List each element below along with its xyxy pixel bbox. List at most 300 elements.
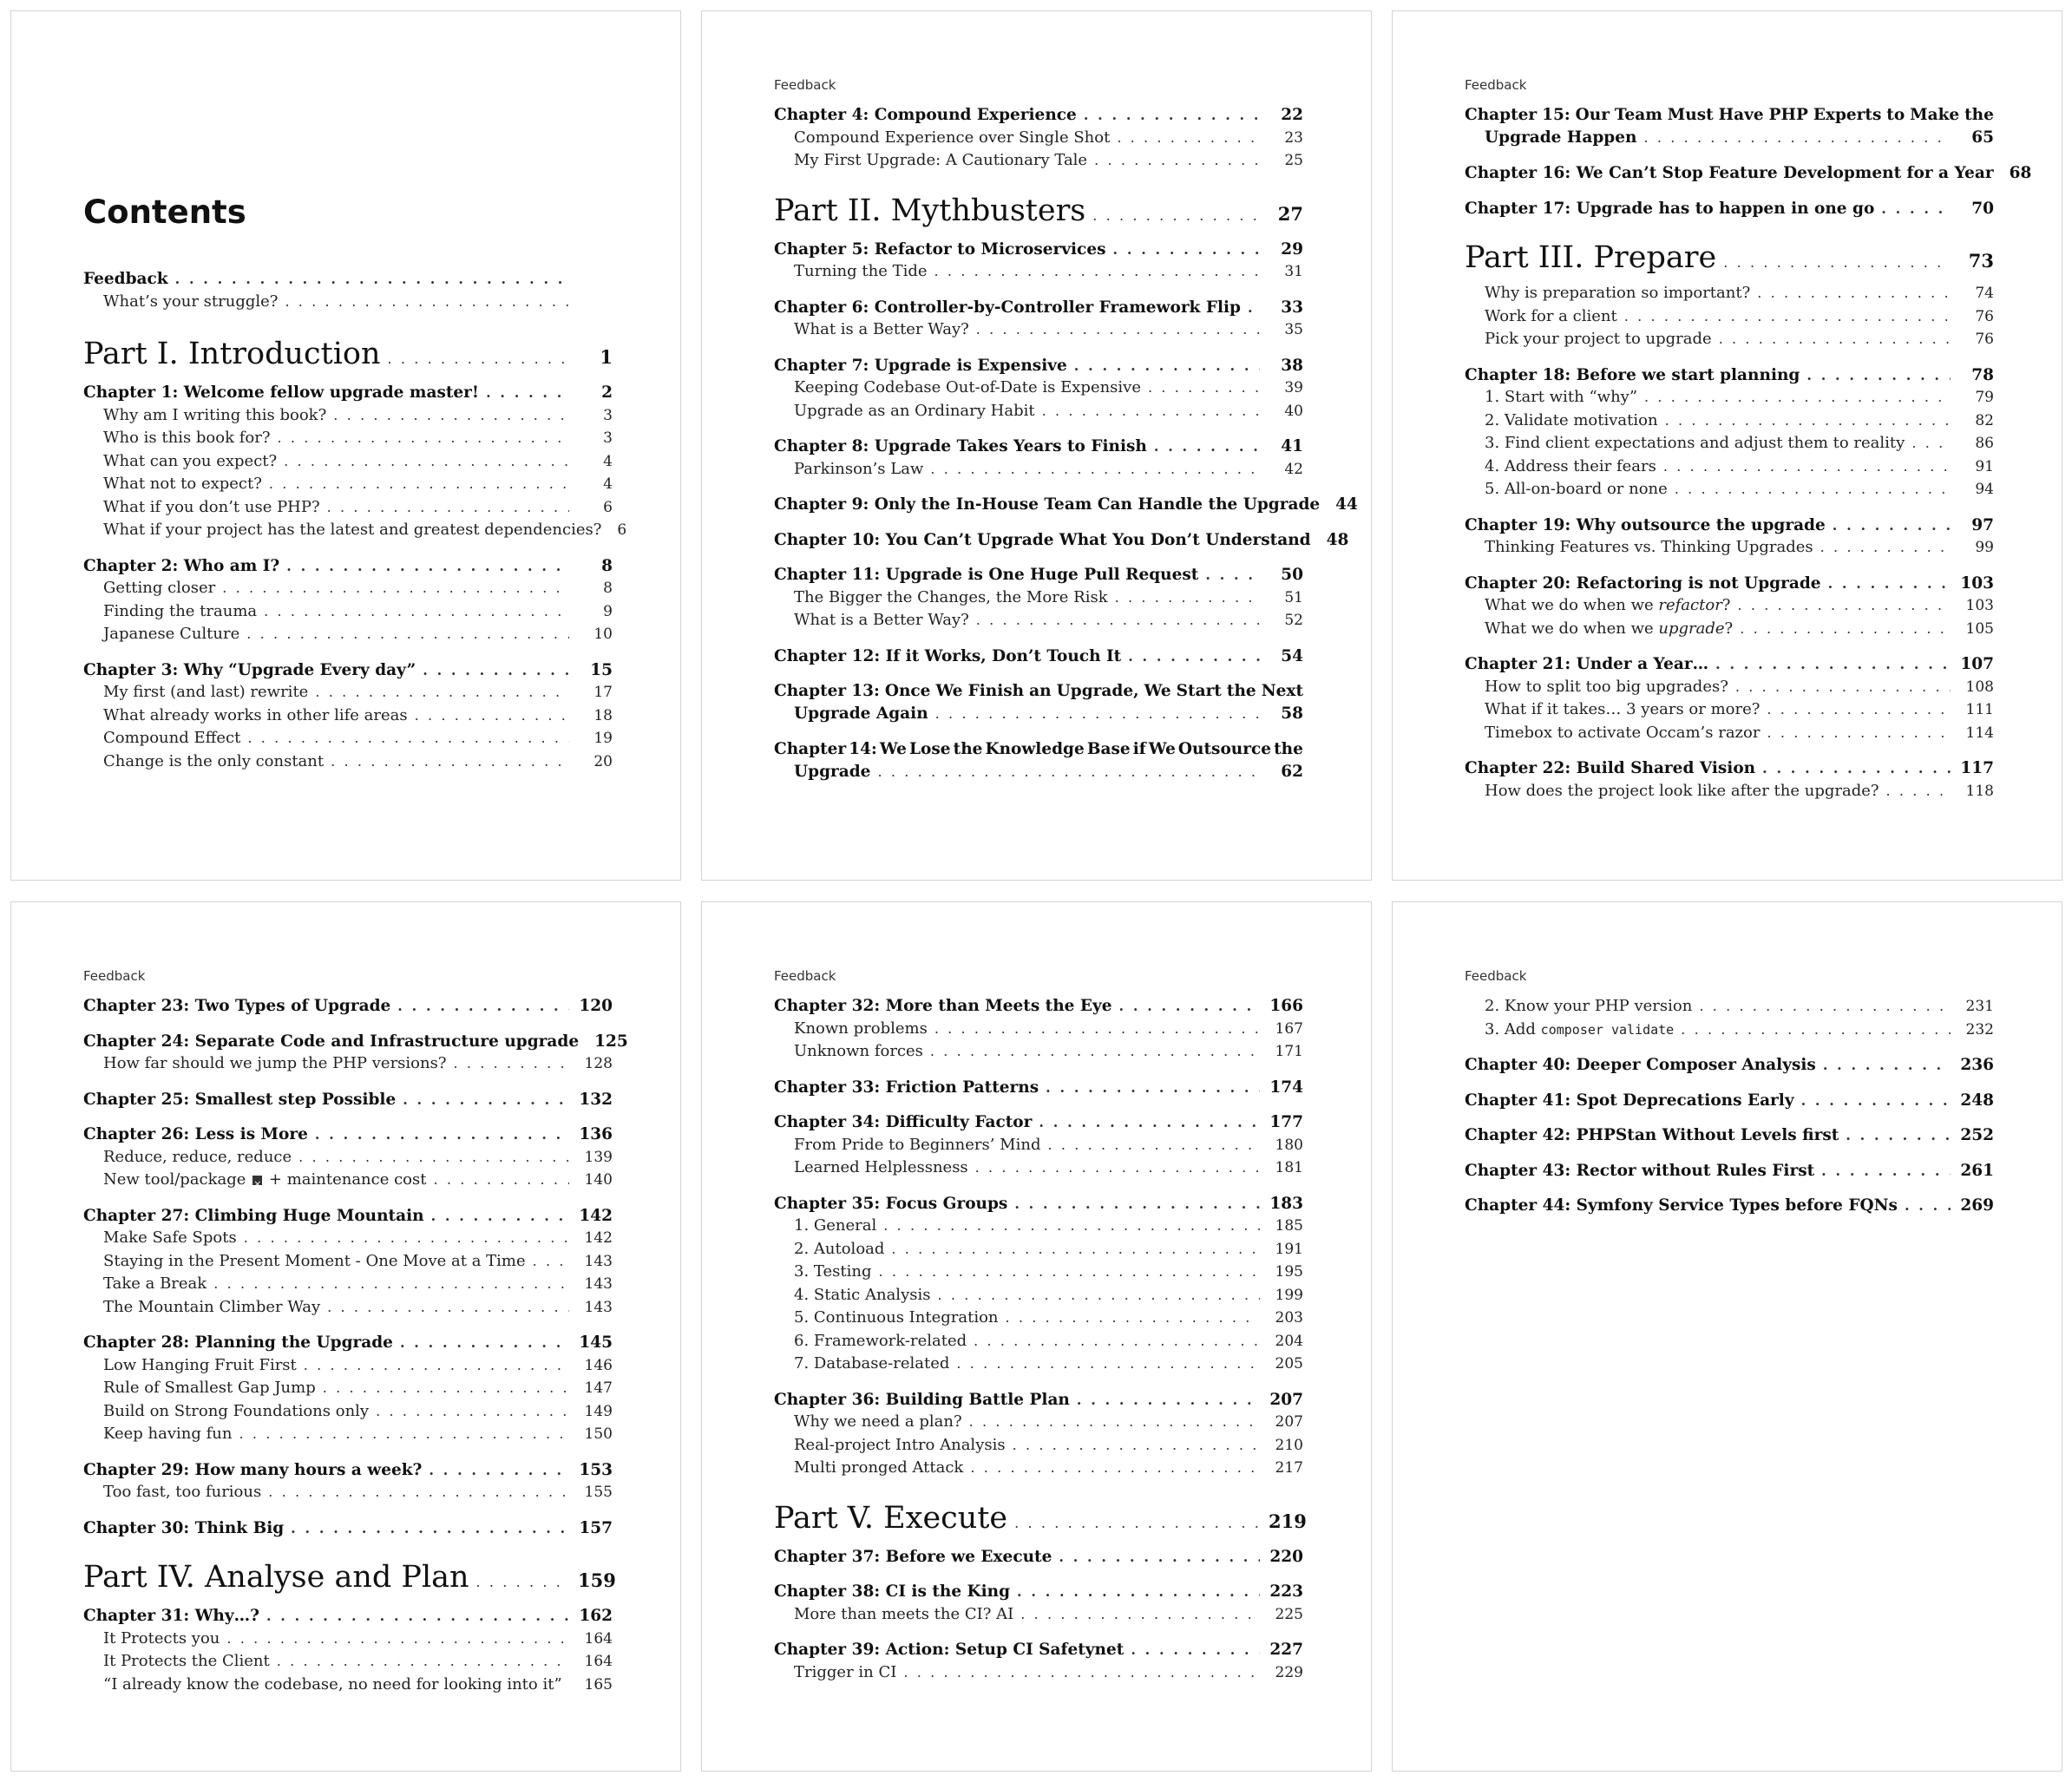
toc-page-5 (701, 901, 1372, 1772)
dot-leader (1740, 618, 1951, 640)
toc-chapter[interactable] (774, 564, 1303, 586)
entry-page: 52 (1284, 612, 1303, 629)
toc-chapter[interactable] (1465, 1090, 1994, 1112)
chapter-title-line (1465, 104, 1994, 127)
toc-section[interactable] (1465, 305, 1994, 329)
dot-leader (376, 1400, 569, 1423)
entry-label: Reduce, reduce, reduce (103, 1147, 292, 1166)
entry-page: 48 (1326, 530, 1349, 549)
entry-label (1485, 1019, 1674, 1042)
entry-label: It Protects you (103, 1628, 220, 1648)
dot-leader (1735, 676, 1951, 698)
entry-label: 6. Framework-related (794, 1331, 967, 1350)
entry-page: 1 (600, 346, 613, 368)
toc-chapter[interactable] (83, 1089, 613, 1111)
toc-section[interactable] (83, 1674, 613, 1697)
entry-label: Chapter 34: Difficulty Factor (774, 1113, 1033, 1131)
dot-leader (315, 1124, 569, 1146)
toc-section[interactable] (83, 1227, 613, 1250)
entry-page: 164 (584, 1653, 613, 1670)
title-word: Team (1614, 106, 1662, 124)
toc-chapter[interactable] (83, 1605, 613, 1628)
toc-section[interactable] (1465, 455, 1994, 479)
entry-label-part: ? (1724, 619, 1734, 638)
toc-section[interactable] (83, 1650, 613, 1674)
dot-leader (1128, 645, 1260, 668)
toc-chapter[interactable] (774, 1546, 1303, 1569)
dot-leader (264, 600, 569, 623)
entry-label: Chapter 19: Why outsource the upgrade (1465, 515, 1826, 534)
toc-chapter[interactable] (774, 1389, 1303, 1412)
chapter-list (774, 1546, 1303, 1685)
dot-leader (883, 1215, 1260, 1237)
toc-chapter[interactable] (1465, 573, 1994, 595)
entry-page: 105 (1965, 619, 1994, 638)
entry-label: What if it takes… 3 years or more? (1485, 700, 1761, 718)
toc-section[interactable] (83, 577, 613, 600)
toc-chapter[interactable] (83, 382, 613, 404)
dot-leader (1084, 104, 1260, 127)
toc-section[interactable] (774, 1284, 1303, 1307)
dot-leader (476, 1563, 569, 1602)
toc-section[interactable] (83, 519, 627, 542)
toc-section[interactable] (774, 149, 1303, 173)
entry-label: 3. Find client expectations and adjust them to reality (1485, 434, 1905, 452)
entry-label: 1. Start with “why” (1485, 388, 1638, 406)
toc-section[interactable] (774, 260, 1303, 284)
title-word: Base (1086, 740, 1131, 758)
entry-page: 174 (1269, 1078, 1303, 1097)
dot-leader (1823, 1054, 1951, 1077)
toc-chapter[interactable] (1465, 364, 1994, 387)
toc-section[interactable] (774, 458, 1303, 482)
entry-label: Upgrade Happen (1485, 128, 1637, 147)
toc-part[interactable] (83, 1558, 616, 1602)
toc-chapter[interactable] (774, 1581, 1303, 1603)
toc-section[interactable] (83, 1628, 613, 1651)
toc-section[interactable] (83, 750, 613, 774)
toc-section[interactable] (83, 1296, 613, 1320)
toc-section[interactable] (83, 704, 613, 728)
entry-label: 2. Validate motivation (1485, 410, 1658, 429)
chapter-list (83, 382, 627, 773)
entry-page: 252 (1960, 1126, 1994, 1144)
entry-page: 217 (1275, 1459, 1303, 1477)
toc-section[interactable] (774, 1018, 1303, 1041)
entry-page: 162 (579, 1607, 613, 1625)
entry-label: Chapter 21: Under a Year… (1465, 655, 1709, 673)
toc-section[interactable] (774, 1261, 1303, 1284)
toc-section[interactable] (774, 1457, 1303, 1480)
entry-label: Chapter 30: Think Big (83, 1518, 285, 1537)
dot-leader (304, 1354, 569, 1377)
entry-page: 204 (1275, 1332, 1303, 1350)
part-label: Part III. Prepare (1465, 240, 1717, 275)
entry-page: 195 (1275, 1263, 1303, 1281)
dot-leader (1013, 1434, 1260, 1457)
entry-page: 79 (1975, 389, 1994, 406)
toc-chapter[interactable] (1465, 757, 1994, 780)
dot-leader (1757, 282, 1951, 305)
dot-leader (930, 1040, 1260, 1063)
toc-section[interactable] (774, 1156, 1303, 1180)
entry-label: Getting closer (103, 579, 216, 597)
toc-section[interactable] (774, 377, 1303, 400)
dot-leader (454, 1052, 570, 1075)
page-content (1465, 967, 1994, 1217)
entry-label: Why we need a plan? (794, 1412, 962, 1431)
toc-section[interactable] (774, 1215, 1303, 1238)
entry-page: 22 (1281, 106, 1303, 124)
entry-label: Feedback (83, 270, 168, 288)
toc-chapter[interactable] (774, 297, 1303, 319)
entry-label: Change is the only constant (103, 751, 325, 770)
entry-label: My first (and last) rewrite (103, 683, 309, 701)
toc-section[interactable] (83, 727, 613, 750)
dot-leader (1715, 653, 1951, 676)
toc-part[interactable] (1465, 239, 1994, 282)
toc-chapter-wrapped[interactable] (774, 738, 1303, 783)
toc-chapter[interactable] (1465, 514, 1994, 537)
entry-label: Chapter 25: Smallest step Possible (83, 1090, 397, 1109)
toc-section[interactable] (83, 1400, 613, 1424)
toc-chapter[interactable] (83, 1205, 613, 1228)
entry-label: Parkinson’s Law (794, 459, 924, 478)
toc-section[interactable] (1465, 1019, 1994, 1042)
dot-leader (434, 1169, 570, 1191)
toc-section[interactable] (774, 1134, 1303, 1157)
dot-leader (937, 1284, 1260, 1307)
toc-section[interactable] (83, 427, 613, 450)
toc-section[interactable] (1465, 409, 1994, 433)
toc-part[interactable] (774, 1499, 1307, 1543)
toc-section[interactable] (83, 600, 613, 624)
toc-chapter[interactable] (774, 529, 1349, 552)
entry-page: 183 (1269, 1194, 1303, 1213)
toc-chapter[interactable] (1465, 1160, 1994, 1183)
entry-label: What if your project has the latest and greatest dependencies? (103, 521, 602, 539)
toc-part[interactable] (83, 335, 613, 378)
page-content (83, 967, 628, 1696)
toc-section[interactable] (1465, 618, 1994, 641)
entry-label: “I already know the codebase, no need for looking into it” (103, 1674, 562, 1694)
entry-label: Build on Strong Foundations only (103, 1401, 370, 1420)
entry-page: 164 (584, 1629, 613, 1648)
entry-page: 139 (584, 1148, 613, 1166)
entry-page: 128 (584, 1055, 613, 1072)
dot-leader (533, 1250, 569, 1273)
toc-chapter[interactable] (83, 1124, 613, 1146)
toc-chapter[interactable] (83, 1459, 613, 1482)
entry-page: 223 (1269, 1582, 1303, 1601)
dot-leader (1886, 780, 1951, 803)
toc-section[interactable] (774, 1411, 1303, 1434)
entry-label: Chapter 6: Controller-by-Controller Framework Flip (774, 298, 1241, 317)
toc-section[interactable] (1465, 328, 1994, 351)
toc-part[interactable] (774, 192, 1303, 235)
entry-label: Upgrade as an Ordinary Habit (794, 401, 1035, 420)
dot-leader (1205, 564, 1260, 586)
entry-page: 219 (1269, 1510, 1307, 1532)
dot-leader (1699, 995, 1951, 1018)
toc-section[interactable] (83, 291, 613, 313)
entry-page: 191 (1275, 1240, 1303, 1258)
toc-section[interactable] (83, 496, 613, 520)
toc-chapter[interactable] (774, 436, 1303, 458)
entry-page: 114 (1965, 724, 1994, 742)
toc-page-4 (10, 901, 681, 1772)
toc-section[interactable] (83, 623, 613, 646)
entry-page: 132 (579, 1090, 613, 1109)
toc-chapter[interactable] (83, 659, 613, 682)
title-word: Experts (1813, 106, 1882, 124)
toc-section[interactable] (774, 1307, 1303, 1330)
chapter-title-line (774, 680, 1303, 703)
toc-section[interactable] (774, 1040, 1303, 1064)
toc-chapter[interactable] (774, 1111, 1303, 1134)
entry-page: 97 (1971, 515, 1994, 534)
chapter-title-line (774, 738, 1303, 761)
entry-label: Keep having fun (103, 1425, 233, 1443)
toc-section[interactable] (1465, 698, 1994, 722)
toc-page-1 (10, 10, 681, 881)
entry-page: 38 (1281, 356, 1303, 375)
toc-chapter[interactable] (1465, 653, 1994, 676)
dot-leader (331, 750, 569, 773)
entry-label: Chapter 22: Build Shared Vision (1465, 759, 1756, 777)
toc-section[interactable] (774, 1661, 1303, 1685)
toc-section[interactable] (774, 609, 1303, 632)
toc-chapter[interactable] (83, 555, 613, 578)
dot-leader (1905, 1195, 1951, 1217)
entry-page: 74 (1975, 285, 1994, 302)
toc-section[interactable] (1465, 676, 1994, 699)
title-word: We (1148, 740, 1176, 758)
entry-page: 17 (593, 684, 613, 701)
entry-page: 103 (1960, 573, 1994, 593)
entry-page: 143 (584, 1275, 613, 1293)
dot-leader (934, 1018, 1260, 1040)
entry-label: Chapter 28: Planning the Upgrade (83, 1333, 393, 1352)
dot-leader (175, 268, 569, 291)
entry-label: Compound Experience over Single Shot (794, 128, 1111, 147)
entry-label: Chapter 26: Less is More (83, 1125, 308, 1143)
toc-chapter[interactable] (83, 995, 613, 1018)
toc-section[interactable] (83, 1250, 613, 1274)
toc-chapter[interactable] (1465, 1054, 1994, 1077)
toc-section[interactable] (83, 1052, 613, 1076)
dot-leader (239, 1423, 569, 1445)
entry-page: 136 (579, 1125, 613, 1143)
toc-chapter[interactable] (774, 494, 1358, 516)
entry-label: The Mountain Climber Way (103, 1297, 321, 1316)
dot-leader (333, 404, 569, 427)
entry-page: 73 (1968, 250, 1994, 272)
chapter-title-line (774, 761, 1303, 783)
title-word: We (879, 740, 907, 758)
entry-label (1485, 618, 1733, 640)
entry-label: 3. Testing (794, 1262, 872, 1281)
toc-section[interactable] (83, 1146, 613, 1169)
toc-section[interactable] (83, 1354, 613, 1378)
entry-label-part: What we do when we (1485, 619, 1659, 638)
entry-label: How to split too big upgrades? (1485, 677, 1728, 696)
toc-section[interactable] (1465, 386, 1994, 409)
toc-chapter[interactable] (774, 995, 1303, 1018)
entry-page: 91 (1975, 457, 1994, 475)
entry-page: 180 (1275, 1136, 1303, 1154)
toc-chapter[interactable] (83, 1517, 613, 1540)
toc-section[interactable] (83, 1481, 613, 1504)
entry-page: 44 (1335, 495, 1358, 514)
entry-label: Chapter 43: Rector without Rules First (1465, 1161, 1815, 1180)
entry-label: 1. General (794, 1216, 877, 1235)
dot-leader (1737, 594, 1951, 617)
entry-page: 6 (617, 521, 627, 539)
toc-section[interactable] (83, 404, 613, 428)
entry-page: 210 (1275, 1436, 1303, 1454)
dot-leader (486, 382, 569, 404)
entry-page: 39 (1284, 379, 1303, 396)
toc-chapter[interactable] (774, 1193, 1303, 1215)
toc-section[interactable] (774, 1330, 1303, 1353)
entry-label: Chapter 41: Spot Deprecations Early (1465, 1091, 1794, 1110)
toc-section[interactable] (83, 450, 613, 474)
entry-page: 76 (1975, 331, 1994, 348)
entry-label: Chapter 3: Why “Upgrade Every day” (83, 660, 416, 679)
toc-section[interactable] (1465, 282, 1994, 305)
toc-chapter[interactable] (774, 104, 1303, 127)
contents-title: Contents (83, 193, 246, 231)
dot-leader (277, 1650, 569, 1673)
entry-label: 5. Continuous Integration (794, 1308, 999, 1327)
dot-leader (1017, 1581, 1260, 1603)
toc-chapter[interactable] (1465, 198, 1994, 220)
toc-section[interactable] (774, 1434, 1303, 1458)
entry-page: 225 (1275, 1605, 1303, 1623)
toc-section[interactable] (774, 1238, 1303, 1261)
dot-leader (1020, 1603, 1260, 1626)
entry-page: 159 (578, 1569, 616, 1591)
toc-section[interactable] (774, 400, 1303, 423)
entry-page: 118 (1965, 782, 1994, 800)
dot-leader (431, 1205, 569, 1228)
toc-section[interactable] (1465, 478, 1994, 501)
entry-label: Chapter 44: Symfony Service Types before FQNs (1465, 1196, 1898, 1215)
entry-page: 78 (1971, 365, 1994, 384)
toc-section[interactable] (774, 1353, 1303, 1376)
dot-leader (975, 1156, 1260, 1179)
toc-section[interactable] (774, 318, 1303, 342)
toc-chapter[interactable] (1465, 162, 2032, 185)
dot-leader (286, 555, 569, 578)
toc-section[interactable] (83, 1169, 613, 1192)
toc-section[interactable] (1465, 594, 1994, 618)
dot-leader (1115, 586, 1260, 609)
title-word: the (1274, 740, 1303, 758)
running-header: Feedback (83, 968, 146, 984)
title-word: Outsource (1177, 740, 1272, 758)
dot-leader (891, 1238, 1260, 1261)
toc-chapter[interactable] (83, 1031, 628, 1053)
toc-chapter[interactable] (1465, 1124, 1994, 1147)
toc-chapter[interactable] (774, 1639, 1303, 1661)
dot-leader (1148, 377, 1260, 399)
entry-page: 142 (579, 1206, 613, 1225)
entry-page: 27 (1277, 202, 1303, 225)
entry-label: Japanese Culture (103, 625, 240, 643)
title-word: Chapter (774, 740, 847, 758)
title-word: Once (884, 682, 931, 700)
dot-leader (423, 659, 569, 682)
entry-page: 2 (601, 383, 613, 402)
toc-section[interactable] (1465, 722, 1994, 745)
entry-label: Chapter 20: Refactoring is not Upgrade (1465, 573, 1821, 593)
toc-section[interactable] (83, 681, 613, 704)
title-word: Upgrade, (1056, 682, 1139, 700)
dot-leader (213, 1273, 569, 1295)
toc-section[interactable] (83, 473, 613, 496)
toc-chapter[interactable] (774, 645, 1303, 668)
toc-section[interactable] (1465, 432, 1994, 455)
title-word: if (1132, 740, 1146, 758)
toc-section[interactable] (83, 1423, 613, 1446)
entry-page: 62 (1281, 763, 1303, 781)
dot-leader (400, 1332, 569, 1354)
entry-page: 248 (1960, 1091, 1994, 1110)
entry-page: 220 (1269, 1547, 1303, 1566)
dot-leader (222, 577, 569, 599)
toc-section[interactable] (1465, 995, 1994, 1019)
entry-page: 199 (1275, 1286, 1303, 1304)
dot-leader (1675, 478, 1951, 501)
chapter-list (774, 995, 1303, 1480)
toc-chapter[interactable] (774, 355, 1303, 377)
title-word: We (1144, 682, 1171, 700)
entry-label: Who is this book for? (103, 429, 271, 447)
title-word: Lose (909, 740, 951, 758)
entry-page: 227 (1269, 1641, 1303, 1659)
toc-section[interactable] (1465, 536, 1994, 560)
dot-leader (268, 1481, 569, 1504)
toc-section[interactable] (774, 127, 1303, 150)
entry-label: What already works in other life areas (103, 705, 408, 724)
toc-chapter-wrapped[interactable] (1465, 104, 1994, 149)
toc-section[interactable] (774, 586, 1303, 610)
toc-chapter[interactable] (1465, 1195, 1994, 1217)
dot-leader (403, 1089, 569, 1111)
dot-leader (1077, 1389, 1260, 1412)
toc-section[interactable] (1465, 780, 1994, 803)
toc-chapter[interactable] (774, 1077, 1303, 1099)
toc-entry-feedback[interactable] (83, 268, 613, 291)
toc-chapter[interactable] (774, 239, 1303, 261)
entry-page: 42 (1284, 460, 1303, 478)
entry-label: 2. Know your PHP version (1485, 997, 1693, 1015)
toc-chapter[interactable] (83, 1332, 613, 1354)
entry-label: Why is preparation so important? (1485, 284, 1751, 302)
toc-section[interactable] (83, 1273, 613, 1296)
section-list (1465, 995, 1994, 1041)
toc-section[interactable] (774, 1603, 1303, 1627)
entry-page: 8 (603, 580, 613, 597)
toc-section[interactable] (83, 1377, 613, 1400)
dot-leader (1006, 1307, 1260, 1329)
entry-page: 41 (1281, 437, 1303, 455)
toc-chapter-wrapped[interactable] (774, 680, 1303, 725)
entry-label: Thinking Features vs. Thinking Upgrades (1485, 538, 1813, 556)
entry-label: 4. Static Analysis (794, 1285, 931, 1304)
